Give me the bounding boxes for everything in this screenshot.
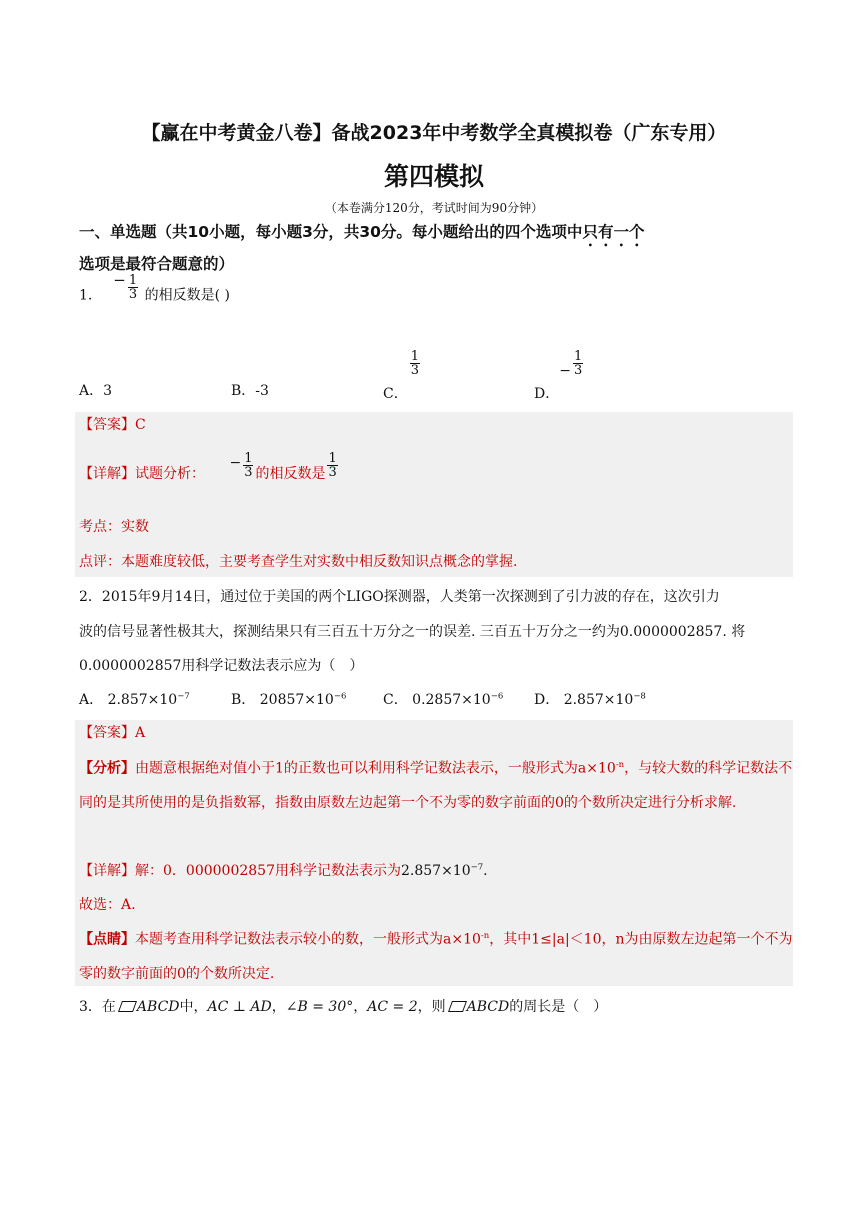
section-heading-emphasis: 只有一个 bbox=[582, 223, 645, 241]
parallelogram-icon bbox=[118, 1001, 137, 1012]
q2-analysis bbox=[79, 748, 794, 820]
fraction-numerator: 1 bbox=[410, 349, 419, 364]
option-base: 20857×10 bbox=[259, 692, 334, 708]
fraction-denominator: 3 bbox=[128, 287, 138, 302]
analysis-text: 由题意根据绝对值小于1的正数也可以利用科学记数法表示，一般形式为a×10 bbox=[135, 760, 616, 777]
option-exponent: −8 bbox=[633, 691, 646, 702]
answer-value: A bbox=[135, 725, 146, 741]
question-2-line-1: 2．2015年9月14日，通过位于美国的两个LIGO探测器，人类第一次探测到了引力波的存在，这次引力 bbox=[79, 589, 720, 605]
comment-exponent: -n bbox=[480, 931, 490, 941]
option-label: D． bbox=[534, 692, 560, 708]
question-3-text-2: ，则 bbox=[417, 999, 446, 1015]
condition-2: ∠B = 30° bbox=[285, 999, 354, 1015]
option-label: A． bbox=[79, 692, 104, 708]
option-base: 0.2857×10 bbox=[412, 692, 491, 708]
answer-tag: 【答案】 bbox=[79, 417, 135, 433]
section-heading bbox=[79, 218, 794, 278]
fraction-denominator: 3 bbox=[328, 465, 337, 480]
question-2-line-2: 波的信号显著性极其大，探测结果只有三百五十万分之一的误差. 三百五十万分之一约为0.0000002857. 将 bbox=[79, 624, 746, 640]
condition-1: AC ⊥ AD bbox=[207, 999, 272, 1015]
question-1-number: 1. bbox=[79, 287, 93, 304]
detail-exponent: −7 bbox=[470, 862, 484, 873]
question-2-line-3: 0.0000002857用科学记数法表示应为（ ） bbox=[79, 658, 364, 674]
shape-name-1: ABCD bbox=[136, 999, 180, 1015]
question-3-end: 的周长是（ ） bbox=[509, 999, 608, 1015]
q1-option-c-label: C． bbox=[383, 385, 408, 402]
separator-1: ， bbox=[271, 999, 286, 1015]
question-3-text-1: 中， bbox=[179, 999, 208, 1015]
shape-name-2: ABCD bbox=[466, 999, 510, 1015]
option-label: B． bbox=[231, 692, 256, 708]
detail-fraction-2 bbox=[327, 452, 337, 479]
option-base: 2.857×10 bbox=[107, 692, 178, 708]
parallelogram-icon bbox=[448, 1001, 467, 1012]
question-1-text: 的相反数是( ) bbox=[144, 287, 230, 304]
comment-text: 本题考查用科学记数法表示较小的数，一般形式为a×10 bbox=[135, 931, 481, 948]
exam-subtitle: 第四模拟 bbox=[383, 162, 484, 191]
fraction-numerator: 1 bbox=[328, 451, 337, 466]
detail-text: 解：0．0000002857用科学记数法表示为 bbox=[135, 863, 401, 879]
q1-detail bbox=[79, 451, 340, 482]
separator-2: ， bbox=[353, 999, 368, 1015]
fraction-denominator: 3 bbox=[410, 363, 419, 378]
q1-option-d-label: D． bbox=[534, 385, 560, 402]
q1-option-a: A．3 bbox=[79, 383, 113, 399]
detail-tag: 【详解】 bbox=[79, 863, 135, 879]
answer-tag: 【答案】 bbox=[79, 725, 135, 741]
option-exponent: −7 bbox=[177, 691, 190, 702]
section-heading-prefix: 一、单选题（共10小题，每小题3分，共30分。每小题给出的四个选项中 bbox=[79, 223, 583, 241]
detail-text-2: 的相反数是 bbox=[255, 465, 326, 482]
q1-option-c bbox=[383, 349, 422, 402]
option-label: C． bbox=[383, 692, 408, 708]
exam-title: 【赢在中考黄金八卷】备战2023年中考数学全真模拟卷（广东专用） bbox=[141, 122, 727, 144]
analysis-text-2: ，与较大数的科学记数法不同的是其所使用的是负指数幂，指数由原数左边起第一个不为零的数字前面的0的个数所决定进行分析求解. bbox=[79, 760, 793, 811]
fraction-numerator: 1 bbox=[244, 451, 253, 466]
option-exponent: −6 bbox=[490, 691, 504, 702]
comment-tag: 【点睛】 bbox=[79, 931, 135, 948]
detail-end: . bbox=[483, 863, 488, 879]
q2-option-a bbox=[79, 689, 190, 709]
q2-option-b bbox=[231, 689, 346, 709]
option-base: 2.857×10 bbox=[563, 692, 634, 708]
q1-dianping: 点评：本题难度较低，主要考查学生对实数中相反数知识点概念的掌握. bbox=[79, 554, 518, 570]
fraction-numerator: 1 bbox=[573, 349, 583, 364]
question-1-fraction bbox=[128, 274, 138, 301]
q2-comment bbox=[79, 919, 794, 991]
fraction-denominator: 3 bbox=[244, 465, 253, 480]
section-heading-suffix: 选项是最符合题意的） bbox=[79, 255, 235, 273]
detail-base: 2.857×10 bbox=[400, 863, 471, 879]
detail-tag: 【详解】 bbox=[79, 465, 135, 482]
question-3 bbox=[79, 996, 607, 1016]
option-exponent: −6 bbox=[333, 691, 347, 702]
detail-sign: − bbox=[229, 454, 242, 471]
analysis-exponent: -n bbox=[615, 760, 625, 770]
q1-option-c-fraction bbox=[410, 350, 420, 377]
fraction-denominator: 3 bbox=[573, 363, 583, 378]
question-3-number: 3．在 bbox=[79, 999, 116, 1015]
q2-choice: 故选：A. bbox=[79, 897, 136, 913]
question-1 bbox=[79, 270, 230, 309]
comment-text-2: ，其中1≤|a|＜10，n为由原数左边起第一个不为零的数字前面的0的个数所决定. bbox=[79, 931, 793, 982]
exam-note: （本卷满分120分，考试时间为90分钟） bbox=[324, 201, 544, 215]
q1-option-b: B．-3 bbox=[231, 383, 269, 399]
q1-answer bbox=[79, 414, 146, 434]
question-1-sign: − bbox=[113, 270, 126, 289]
q2-option-c bbox=[383, 689, 503, 709]
q1-option-d bbox=[534, 349, 585, 402]
analysis-tag: 【分析】 bbox=[79, 760, 135, 777]
q1-kaodian: 考点：实数 bbox=[79, 519, 149, 535]
fraction-numerator: 1 bbox=[128, 273, 138, 288]
detail-text: 试题分析： bbox=[135, 465, 205, 482]
q2-answer bbox=[79, 722, 145, 742]
q2-option-d bbox=[534, 689, 646, 709]
q1-option-d-fraction bbox=[573, 350, 583, 377]
q1-option-d-sign: − bbox=[559, 362, 571, 379]
q2-detail bbox=[79, 860, 488, 880]
detail-fraction-1 bbox=[243, 452, 253, 479]
answer-value: C bbox=[135, 417, 146, 433]
condition-3: AC = 2 bbox=[367, 999, 418, 1015]
